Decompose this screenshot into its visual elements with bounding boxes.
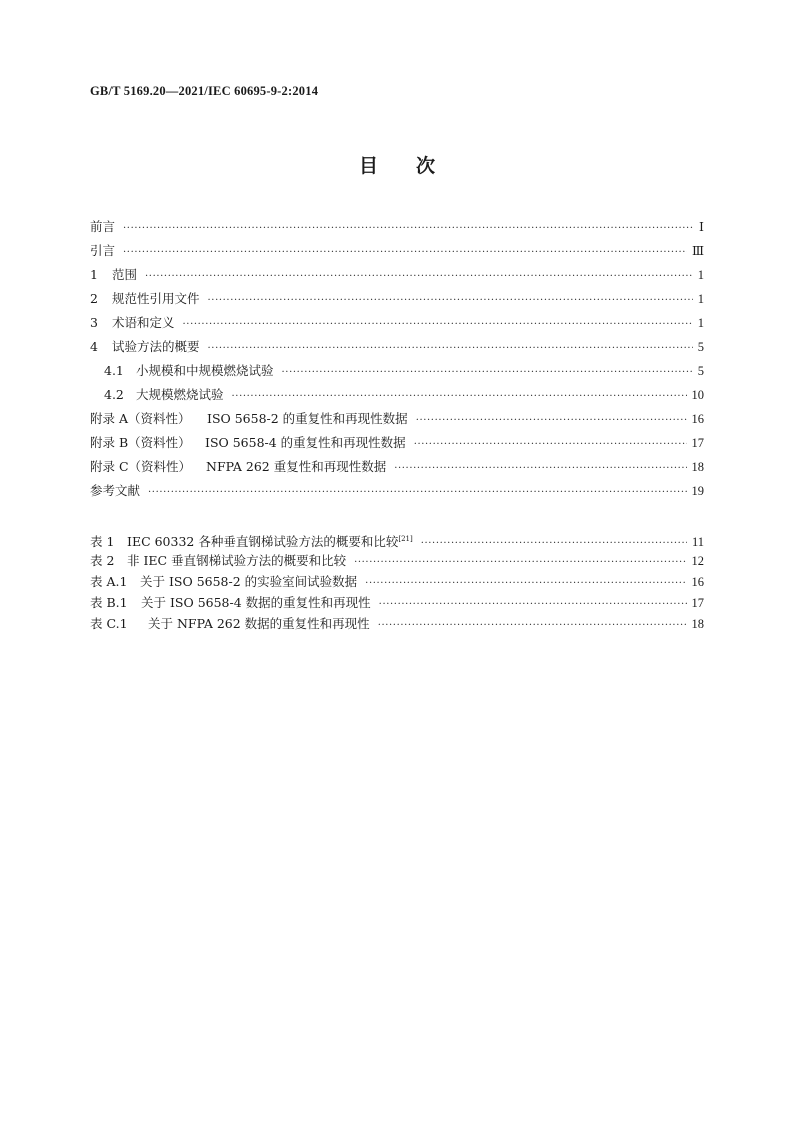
leader-dots — [282, 361, 693, 385]
table-page: 16 — [691, 575, 704, 589]
leader-dots — [148, 481, 686, 505]
toc-list — [90, 215, 704, 503]
toc-page: 19 — [691, 484, 704, 498]
table-label: 关于 ISO 5658-2 的实验室间试验数据 — [140, 574, 358, 589]
toc-entry-annex-b[interactable] — [90, 431, 704, 455]
toc-label: 前言 — [90, 219, 116, 234]
leader-dots — [145, 265, 693, 289]
toc-entry-section-2[interactable] — [90, 287, 704, 311]
toc-page: 1 — [697, 292, 704, 306]
table-label: 关于 ISO 5658-4 数据的重复性和再现性 — [141, 595, 371, 610]
toc-label: 术语和定义 — [112, 315, 175, 330]
toc-number: 4.2 — [104, 387, 124, 402]
toc-number: 2 — [90, 291, 98, 306]
toc-number: 附录 B（资料性） — [90, 435, 191, 450]
toc-label: 范围 — [112, 267, 138, 282]
toc-page: 17 — [691, 436, 704, 450]
toc-number: 1 — [90, 267, 98, 282]
leader-dots — [183, 313, 693, 337]
toc-page: Ⅲ — [691, 244, 704, 258]
table-number: 表 2 — [90, 553, 115, 568]
table-list — [90, 529, 704, 634]
leader-dots — [208, 337, 693, 361]
leader-dots — [394, 457, 686, 481]
leader-dots — [379, 594, 687, 615]
table-number: 表 C.1 — [90, 616, 128, 631]
table-page: 17 — [691, 596, 704, 610]
toc-entry-section-3[interactable] — [90, 311, 704, 335]
toc-entry-annex-c[interactable] — [90, 455, 704, 479]
toc-entry-bibliography[interactable] — [90, 479, 704, 503]
leader-dots — [232, 385, 687, 409]
table-label-text: IEC 60332 各种垂直钢梯试验方法的概要和比较 — [127, 534, 399, 549]
toc-label: 试验方法的概要 — [112, 339, 200, 354]
table-label: 非 IEC 垂直钢梯试验方法的概要和比较 — [127, 553, 347, 568]
toc-number: 附录 C（资料性） — [90, 459, 192, 474]
toc-label: NFPA 262 重复性和再现性数据 — [206, 459, 387, 474]
table-label: 关于 NFPA 262 数据的重复性和再现性 — [148, 616, 370, 631]
toc-entry-section-4[interactable] — [90, 335, 704, 359]
leader-dots — [378, 615, 687, 636]
leader-dots — [123, 241, 687, 265]
table-entry-b1[interactable] — [90, 592, 704, 613]
toc-entry-annex-a[interactable] — [90, 407, 704, 431]
toc-label: 小规模和中规模燃烧试验 — [136, 363, 274, 378]
toc-page: 1 — [697, 316, 704, 330]
table-entry-1[interactable] — [90, 529, 704, 550]
table-entry-2[interactable] — [90, 550, 704, 571]
toc-page: 18 — [691, 460, 704, 474]
toc-page: Ⅰ — [699, 220, 704, 234]
citation-superscript: [21] — [398, 535, 413, 543]
toc-label: 规范性引用文件 — [112, 291, 200, 306]
table-label — [127, 529, 413, 552]
toc-entry-section-1[interactable] — [90, 263, 704, 287]
toc-label: 引言 — [90, 243, 116, 258]
leader-dots — [123, 217, 694, 241]
title-char-2: 次 — [416, 155, 436, 177]
table-entry-a1[interactable] — [90, 571, 704, 592]
toc-page: 5 — [697, 364, 704, 378]
table-number: 表 A.1 — [90, 574, 128, 589]
leader-dots — [208, 289, 693, 313]
toc-number: 3 — [90, 315, 98, 330]
title-char-1: 目 — [358, 155, 378, 177]
toc-page: 10 — [691, 388, 704, 402]
leader-dots — [354, 552, 686, 573]
standard-header: GB/T 5169.20—2021/IEC 60695-9-2:2014 — [90, 84, 319, 98]
toc-label: ISO 5658-4 的重复性和再现性数据 — [205, 435, 406, 450]
toc-page: 16 — [691, 412, 704, 426]
table-page: 18 — [691, 617, 704, 631]
toc-entry-introduction[interactable] — [90, 239, 704, 263]
toc-page: 5 — [697, 340, 704, 354]
table-number: 表 B.1 — [90, 595, 128, 610]
page-title — [0, 151, 794, 178]
toc-number: 4.1 — [104, 363, 124, 378]
table-page: 11 — [691, 535, 704, 549]
leader-dots — [414, 433, 687, 457]
toc-label: ISO 5658-2 的重复性和再现性数据 — [207, 411, 408, 426]
toc-label: 参考文献 — [90, 483, 141, 498]
leader-dots — [365, 573, 686, 594]
toc-label: 大规模燃烧试验 — [136, 387, 224, 402]
toc-entry-section-4-1[interactable] — [90, 359, 704, 383]
toc-entry-foreword[interactable] — [90, 215, 704, 239]
toc-page: 1 — [697, 268, 704, 282]
toc-entry-section-4-2[interactable] — [90, 383, 704, 407]
leader-dots — [416, 409, 687, 433]
table-number: 表 1 — [90, 534, 115, 549]
toc-number: 4 — [90, 339, 98, 354]
toc-number: 附录 A（资料性） — [90, 411, 191, 426]
leader-dots — [421, 533, 687, 554]
table-page: 12 — [691, 554, 704, 568]
table-entry-c1[interactable] — [90, 613, 704, 634]
